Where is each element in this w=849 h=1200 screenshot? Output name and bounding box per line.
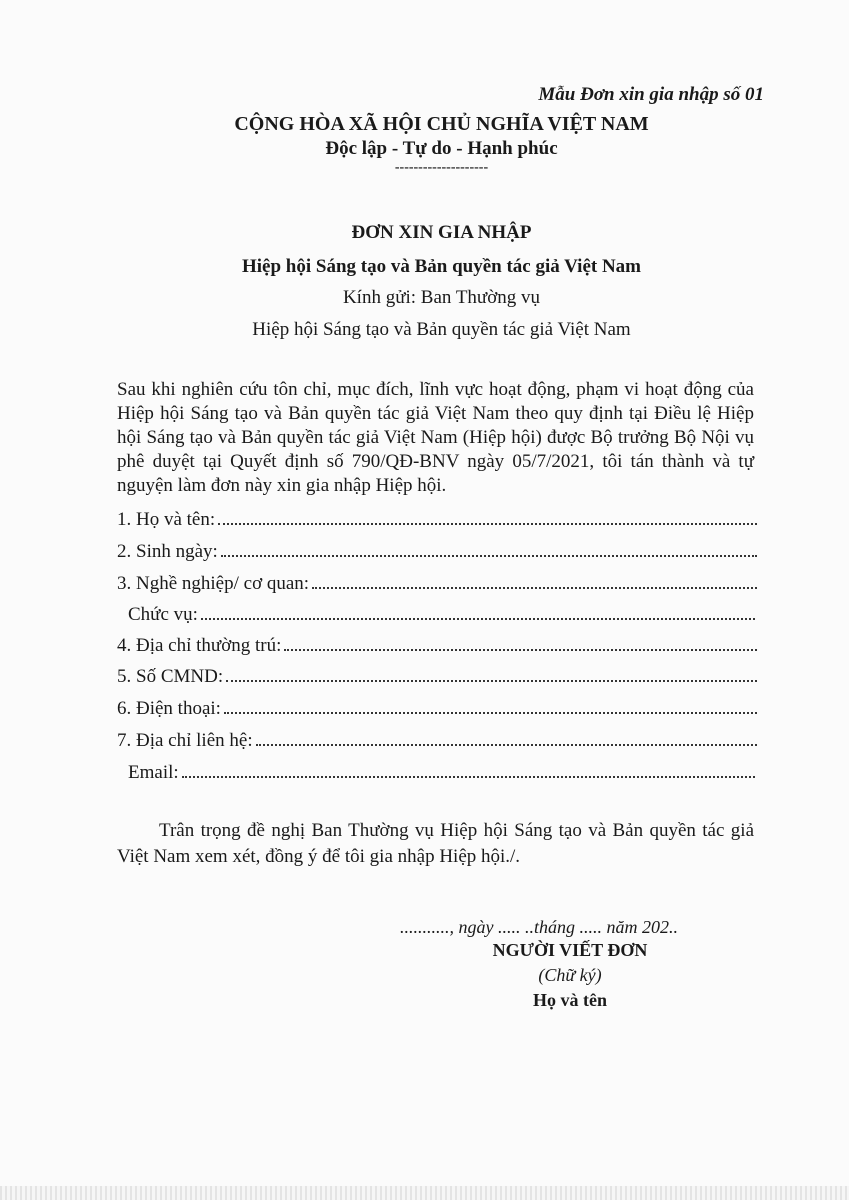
- field-id-number[interactable]: [117, 662, 757, 688]
- scan-edge: [0, 1186, 849, 1200]
- fill-line[interactable]: [182, 776, 755, 778]
- fill-line[interactable]: [221, 555, 757, 557]
- organization-name: Hiệp hội Sáng tạo và Bản quyền tác giả Việt Nam: [241, 256, 642, 277]
- field-email[interactable]: [128, 758, 755, 784]
- header-divider: --------------------: [394, 160, 489, 175]
- field-phone[interactable]: [117, 694, 757, 720]
- field-label: 2. Sinh ngày:: [117, 541, 218, 562]
- document-title: ĐƠN XIN GIA NHẬP: [351, 222, 532, 243]
- intro-paragraph: Sau khi nghiên cứu tôn chỉ, mục đích, lĩnh vực hoạt động, phạm vi hoạt động của Hiệp hội Sáng tạo và Bản quyền tác giả Việt Nam theo quy định tại Điều lệ Hiệp hội Sáng tạo và Bản quyền tác giả Việt Nam (Hiệp hội) được Bộ trưởng Bộ Nội vụ phê duyệt tại Quyết định số 790/QĐ-BNV ngày 05/7/2021, tôi tán thành và tự nguyện làm đơn này xin gia nhập Hiệp hội.: [117, 379, 754, 496]
- form-number: Mẫu Đơn xin gia nhập số 01: [538, 84, 764, 105]
- fill-line[interactable]: [256, 744, 757, 746]
- date-line: ..........., ngày ..... ..tháng ..... năm 202..: [400, 917, 678, 937]
- fill-line[interactable]: [224, 712, 757, 714]
- national-title: CỘNG HÒA XÃ HỘI CHỦ NGHĨA VIỆT NAM: [234, 113, 649, 135]
- field-label: 3. Nghề nghiệp/ cơ quan:: [117, 573, 310, 594]
- fill-line[interactable]: [312, 587, 757, 589]
- field-full-name[interactable]: [117, 505, 757, 531]
- field-label: 1. Họ và tên:: [117, 509, 216, 530]
- field-label: 5. Số CMND:: [117, 666, 224, 687]
- national-motto: Độc lập - Tự do - Hạnh phúc: [325, 138, 558, 159]
- fill-line[interactable]: [201, 618, 755, 620]
- fill-line[interactable]: [218, 523, 757, 525]
- field-permanent-address[interactable]: [117, 631, 757, 657]
- signer-name-label: Họ và tên: [533, 990, 607, 1010]
- greeting-line-1: Kính gửi: Ban Thường vụ: [342, 287, 541, 308]
- fill-line[interactable]: [284, 649, 757, 651]
- field-label: 7. Địa chỉ liên hệ:: [117, 730, 253, 751]
- field-position[interactable]: [128, 600, 755, 626]
- signer-title: NGƯỜI VIẾT ĐƠN: [492, 940, 648, 960]
- field-label: 6. Điện thoại:: [117, 698, 221, 719]
- greeting-line-2: Hiệp hội Sáng tạo và Bản quyền tác giả Việt Nam: [252, 319, 631, 340]
- field-label: Email:: [128, 762, 179, 783]
- field-label: Chức vụ:: [128, 604, 198, 625]
- field-birth-date[interactable]: [117, 537, 757, 563]
- fill-line[interactable]: [226, 680, 757, 682]
- field-label: 4. Địa chỉ thường trú:: [117, 635, 282, 656]
- closing-paragraph: Trân trọng đề nghị Ban Thường vụ Hiệp hội Sáng tạo và Bản quyền tác giả Việt Nam xem xét, đồng ý để tôi gia nhập Hiệp hội./.: [117, 820, 754, 867]
- field-occupation[interactable]: [117, 569, 757, 595]
- field-contact-address[interactable]: [117, 726, 757, 752]
- signature-note: (Chữ ký): [538, 965, 602, 985]
